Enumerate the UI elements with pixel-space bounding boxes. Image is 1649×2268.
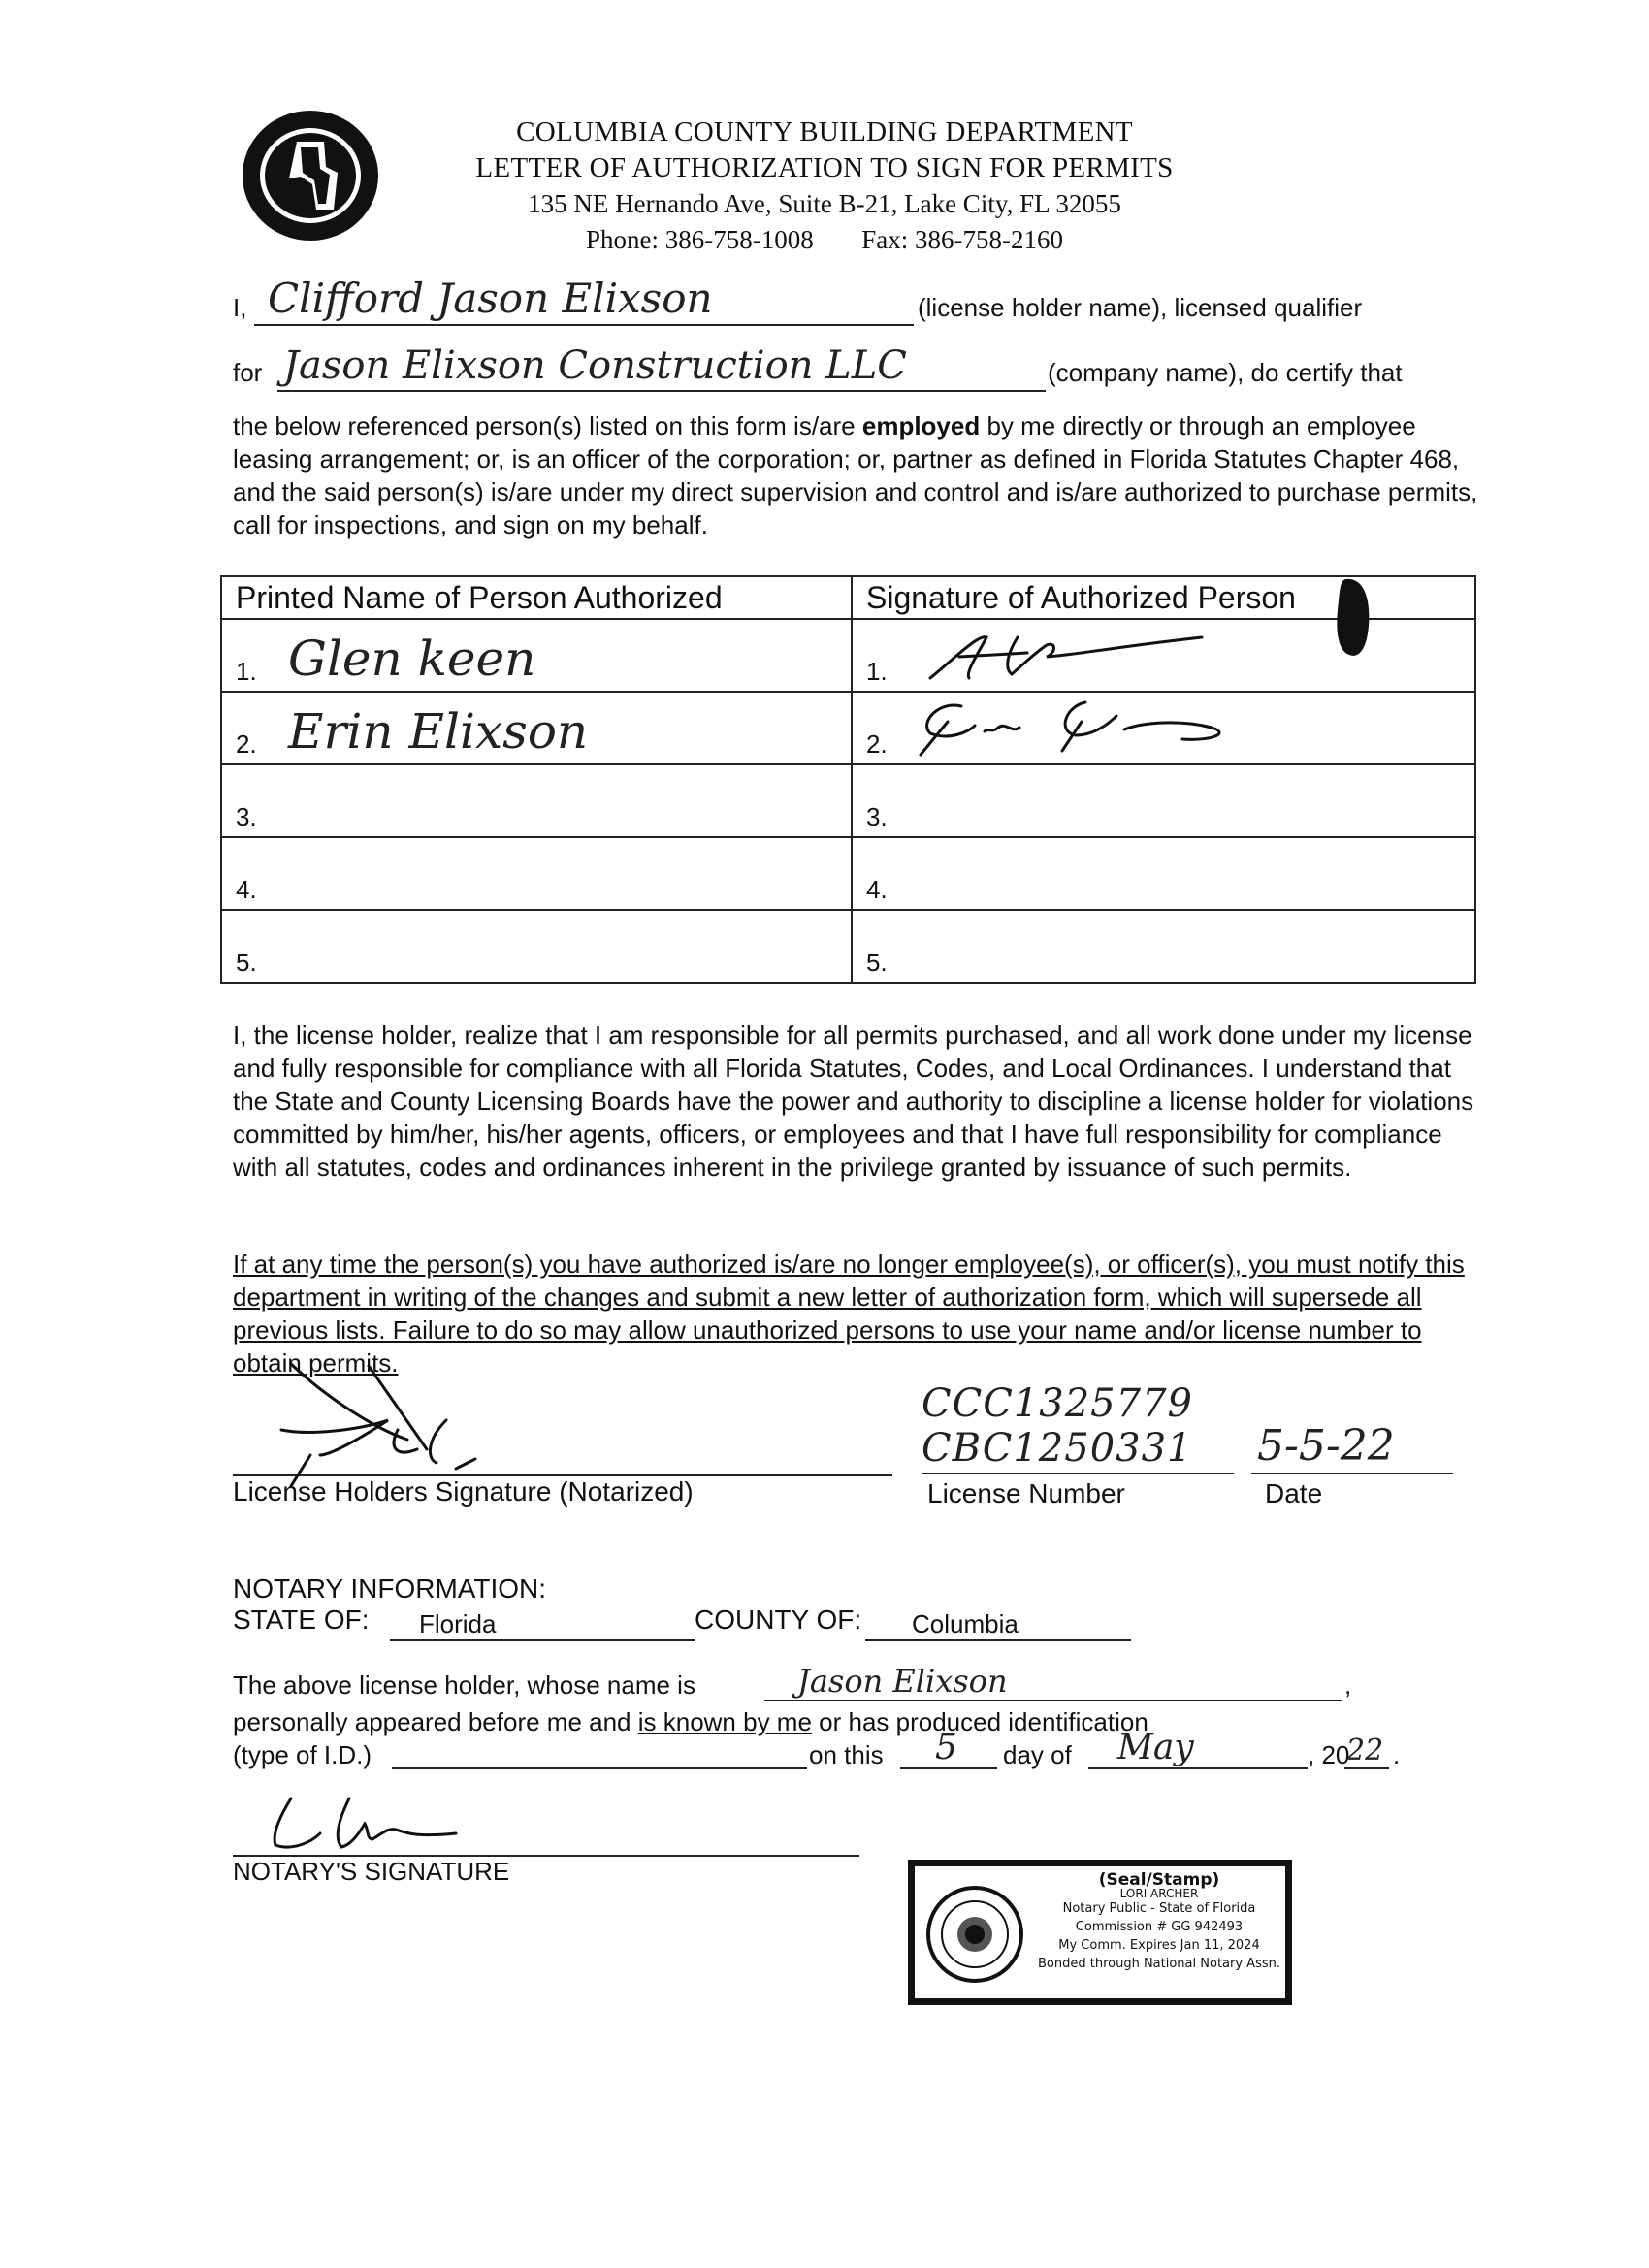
department-fax: Fax: 386-758-2160: [861, 225, 1063, 254]
form-title: LETTER OF AUTHORIZATION TO SIGN FOR PERMITS: [475, 152, 1174, 183]
printed-name-cell[interactable]: 1. Glen keen: [221, 619, 852, 692]
license-holder-name-field[interactable]: [254, 274, 914, 326]
signature-cell[interactable]: 5.: [852, 910, 1475, 983]
handwritten-signature-2: [891, 693, 1309, 762]
notary-signature-field[interactable]: [233, 1795, 859, 1857]
stamp-line-2: Commission # GG 942493: [1075, 1920, 1244, 1934]
table-row: [221, 764, 1475, 837]
authorized-name: Erin Elixson: [288, 703, 589, 760]
state-field[interactable]: [390, 1601, 695, 1641]
date-field[interactable]: [1251, 1422, 1453, 1474]
day-of-label: day of: [1003, 1740, 1072, 1769]
department-contact: [0, 225, 1649, 255]
notary-stamp: [908, 1860, 1292, 2005]
year-period: .: [1393, 1740, 1401, 1769]
id-type-label: (type of I.D.): [233, 1740, 372, 1769]
authorized-persons-table: [220, 575, 1476, 984]
employed-emphasis: employed: [861, 411, 981, 440]
holder-name-field[interactable]: [764, 1661, 1342, 1701]
stamp-text: [1029, 1872, 1289, 1973]
table-row: [221, 837, 1475, 910]
department-address: 135 NE Hernando Ave, Suite B-21, Lake City, FL 32055: [528, 189, 1121, 218]
state-value: Florida: [419, 1609, 497, 1638]
stamp-notary-name: LORI ARCHER: [1119, 1887, 1199, 1900]
prefix-i: I,: [233, 293, 247, 322]
department-phone: Phone: 386-758-1008: [586, 225, 814, 254]
table-header-row: [221, 576, 1475, 619]
responsibility-paragraph: I, the license holder, realize that I am responsible for all permits purchased, and all work done under my license and fully responsible for compliance with all Florida Statutes, Codes, and Local Ordinances. I understand that the State and County Licensing Boards have the power and authority to discipline a license holder for violations committed by him/her, his/her agents, officers, or employees and that I have full responsibility for compliance with all statutes, codes and ordinances inherent in the privilege granted by issuance of such permits.: [233, 1021, 1474, 1182]
notary-signature: [252, 1795, 504, 1857]
department-heading: COLUMBIA COUNTY BUILDING DEPARTMENT: [516, 116, 1133, 147]
license-number-1: CCC1325779: [922, 1381, 1193, 1426]
state-label: STATE OF:: [233, 1604, 370, 1635]
license-holder-label: (license holder name), licensed qualifier: [918, 293, 1363, 322]
signature-cell[interactable]: 4.: [852, 837, 1475, 910]
county-field[interactable]: [865, 1601, 1131, 1641]
stamp-line-3: My Comm. Expires Jan 11, 2024: [1058, 1938, 1260, 1953]
printed-name-cell[interactable]: 4.: [221, 837, 852, 910]
day-value: 5: [935, 1728, 957, 1767]
table-row: [221, 692, 1475, 764]
notary-section-title: NOTARY INFORMATION:: [233, 1573, 547, 1604]
table-row: [221, 910, 1475, 983]
county-value: Columbia: [912, 1609, 1018, 1638]
handwritten-signature-1: [911, 624, 1241, 688]
notice-paragraph: If at any time the person(s) you have authorized is/are no longer employee(s), or officer(s), you must notify this department in writing of the changes and submit a new letter of authorization form, which will supersede all previous lists. Failure to do so may allow unauthorized persons to use your name and/or license number to obtain permits.: [233, 1249, 1465, 1377]
signature-cell[interactable]: 2.: [852, 692, 1475, 764]
table-row: [221, 619, 1475, 692]
company-label: (company name), do certify that: [1048, 358, 1403, 387]
date-value: 5-5-22: [1257, 1421, 1395, 1471]
year-field[interactable]: [1344, 1733, 1389, 1769]
license-holder-signature: [252, 1362, 621, 1488]
signature-header: Signature of Authorized Person: [852, 576, 1475, 619]
year-value: 22: [1346, 1733, 1384, 1767]
license-number-field[interactable]: [922, 1422, 1234, 1474]
company-name: Jason Elixson Construction LLC: [283, 343, 907, 388]
id-type-field[interactable]: [392, 1738, 807, 1769]
notary-seal-icon: [926, 1886, 1023, 1983]
prefix-for: for: [233, 358, 263, 387]
printed-name-header: Printed Name of Person Authorized: [221, 576, 852, 619]
holder-name-prefix: The above license holder, whose name is: [233, 1670, 695, 1700]
appeared-text: personally appeared before me and is known by me or has produced identification: [233, 1707, 1148, 1736]
holder-name-comma: ,: [1344, 1670, 1352, 1700]
stamp-label: (Seal/Stamp): [1098, 1870, 1220, 1890]
notary-signature-label: NOTARY'S SIGNATURE: [233, 1857, 510, 1886]
stamp-line-1: Notary Public - State of Florida: [1062, 1901, 1256, 1916]
license-holder-name: Clifford Jason Elixson: [268, 275, 713, 322]
signature-cell[interactable]: 3.: [852, 764, 1475, 837]
printed-name-cell[interactable]: 5.: [221, 910, 852, 983]
on-this-label: on this: [809, 1740, 884, 1769]
ink-smudge: [1332, 575, 1374, 661]
date-label: Date: [1265, 1478, 1323, 1508]
county-label: COUNTY OF:: [695, 1604, 862, 1635]
authorized-name: Glen keen: [288, 631, 536, 687]
month-field[interactable]: [1088, 1729, 1308, 1769]
month-value: May: [1117, 1728, 1194, 1767]
license-number-2: CBC1250331: [922, 1426, 1193, 1471]
company-name-field[interactable]: [277, 340, 1046, 392]
signature-cell[interactable]: 1.: [852, 619, 1475, 692]
day-field[interactable]: [900, 1729, 997, 1769]
printed-name-cell[interactable]: 2. Erin Elixson: [221, 692, 852, 764]
stamp-line-4: Bonded through National Notary Assn.: [1038, 1957, 1280, 1971]
holder-name-value: Jason Elixson: [797, 1663, 1008, 1700]
printed-name-cell[interactable]: 3.: [221, 764, 852, 837]
certification-paragraph: the below referenced person(s) listed on this form is/are employed by me directly or through an employee leasing arrangement; or, is an officer of the corporation; or, partner as defined in Florida Statutes Chapter 468, and the said person(s) is/are under my direct supervision and control and is/are authorized to purchase permits, call for inspections, and sign on my behalf.: [233, 411, 1478, 539]
license-holder-signature-field[interactable]: [233, 1362, 892, 1476]
license-holder-signature-label: License Holders Signature (Notarized): [233, 1476, 694, 1507]
year-prefix: , 20: [1308, 1740, 1350, 1769]
license-number-label: License Number: [927, 1478, 1125, 1508]
